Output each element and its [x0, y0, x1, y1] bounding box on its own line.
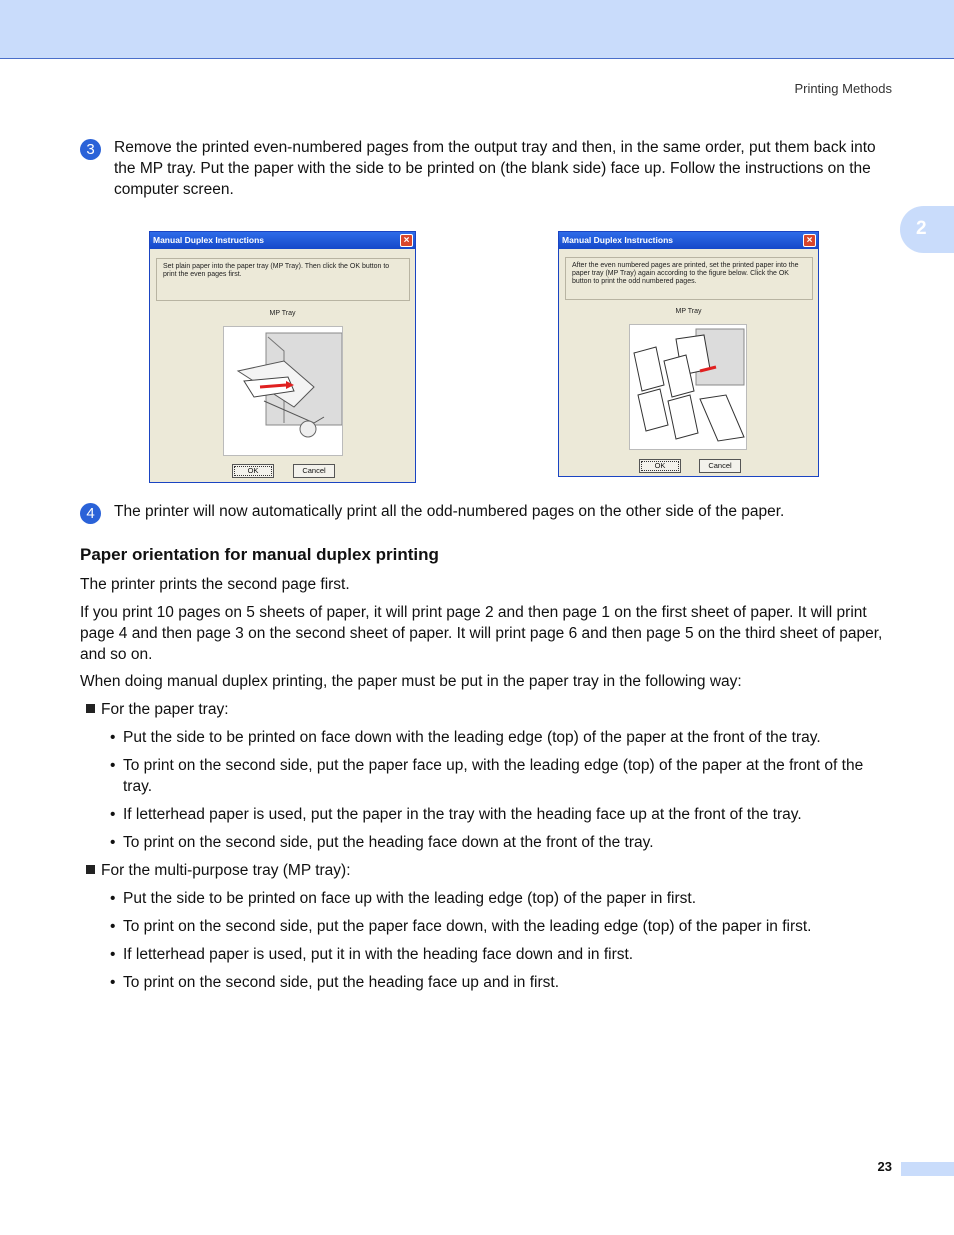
dialog-titlebar [150, 232, 415, 249]
manual-duplex-dialog-1 [149, 231, 416, 483]
list-item: • To print on the second side, put the paper face down, with the leading edge (top) of the paper in first. [110, 918, 812, 935]
paragraph: If you print 10 pages on 5 sheets of paper, it will print page 2 and then page 1 on the first sheet of paper. It will print page 4 and then page 3 on the second sheet of paper. It will print page 6 and then page 5 on the third sheet of paper, and so on. [80, 604, 883, 663]
ok-button[interactable]: OK [232, 464, 274, 478]
list-item: • If letterhead paper is used, put it in with the heading face down and in first. [110, 946, 634, 963]
manual-duplex-dialog-2 [558, 231, 819, 477]
list-group-label: For the multi-purpose tray (MP tray): [86, 860, 351, 881]
paragraph: The printer prints the second page first. [80, 576, 350, 593]
close-icon[interactable]: × [400, 234, 413, 247]
header-band [0, 0, 954, 59]
dialog-titlebar [559, 232, 818, 249]
cancel-button[interactable]: Cancel [293, 464, 335, 478]
step-number: 4 [80, 503, 101, 524]
footer-band [901, 1162, 954, 1176]
list-item: • If letterhead paper is used, put the paper in the tray with the heading face up at the front of the tray. [110, 806, 802, 823]
dialog-title: Manual Duplex Instructions [562, 235, 673, 245]
chapter-tab [900, 206, 954, 253]
list-item: • Put the side to be printed on face down with the leading edge (top) of the paper at the front of the tray. [110, 729, 821, 746]
dialog-message: After the even numbered pages are printed, set the printed paper into the paper tray (MP Tray) again according to the figure below. Click the OK button to print the odd numbered pages. [565, 257, 813, 300]
chapter-number: 2 [916, 218, 927, 239]
list-item: • To print on the second side, put the heading face down at the front of the tray. [110, 834, 654, 851]
step-4 [80, 501, 892, 522]
cancel-button[interactable]: Cancel [699, 459, 741, 473]
tray-label: MP Tray [269, 310, 296, 317]
page-number: 23 [877, 1159, 892, 1174]
step-number: 3 [80, 139, 101, 160]
step-text: The printer will now automatically print all the odd-numbered pages on the other side of the paper. [114, 503, 785, 520]
square-bullet-icon [86, 865, 95, 874]
square-bullet-icon [86, 704, 95, 713]
page-order-illustration [629, 324, 747, 450]
list-item: • To print on the second side, put the heading face up and in first. [110, 974, 560, 991]
ok-button[interactable]: OK [639, 459, 681, 473]
section-title: Printing Methods [794, 81, 892, 96]
close-icon[interactable]: × [803, 234, 816, 247]
printer-tray-illustration [223, 326, 343, 456]
step-3 [80, 137, 892, 200]
list-item: • To print on the second side, put the paper face up, with the leading edge (top) of the paper at the front of the tray. [110, 757, 864, 795]
tray-label: MP Tray [675, 308, 702, 315]
paragraph: When doing manual duplex printing, the paper must be put in the paper tray in the following way: [80, 673, 742, 690]
list-item: • Put the side to be printed on face up with the leading edge (top) of the paper in first. [110, 890, 697, 907]
list-group-label: For the paper tray: [86, 699, 229, 720]
section-heading: Paper orientation for manual duplex printing [80, 545, 439, 564]
step-text: Remove the printed even-numbered pages from the output tray and then, in the same order, put them back into the MP tray. Put the paper with the side to be printed on (the blank side) face up. Follow the instructions on the computer screen. [114, 139, 876, 198]
dialog-title: Manual Duplex Instructions [153, 235, 264, 245]
dialog-message: Set plain paper into the paper tray (MP Tray). Then click the OK button to print the even pages first. [156, 258, 410, 301]
